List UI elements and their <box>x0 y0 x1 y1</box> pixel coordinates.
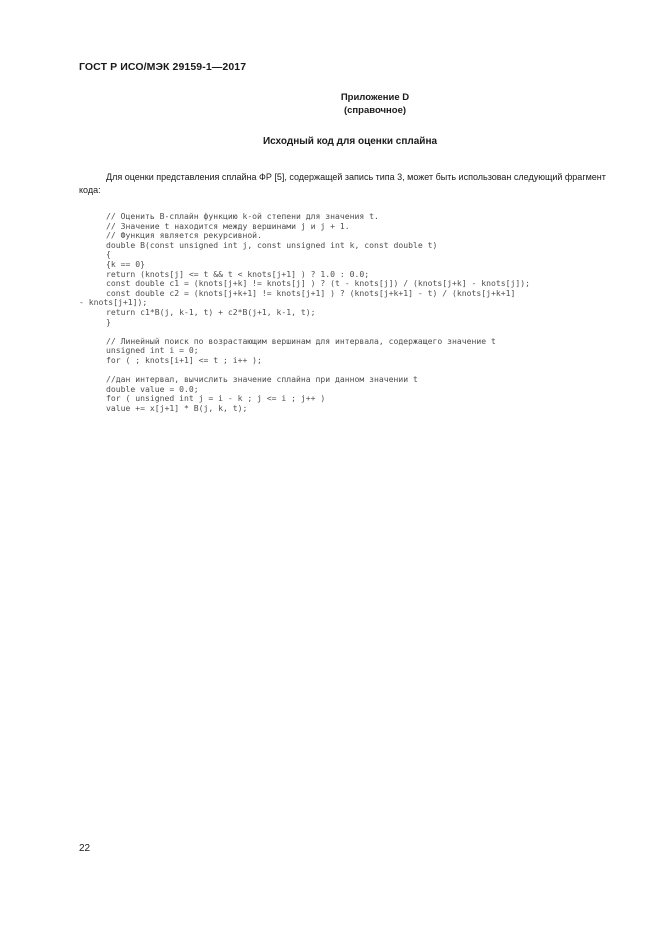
section-title: Исходный код для оценки сплайна <box>262 136 438 147</box>
code-line: const double c1 = (knots[j+k] != knots[j] ) ? (t - knots[j]) / (knots[j+k] - knots[j]); <box>106 278 530 289</box>
code-line: const double c2 = (knots[j+k+1] != knots[j+1] ) ? (knots[j+k+1] - t) / (knots[j+k+1] <box>106 287 516 298</box>
page-number: 22 <box>79 843 91 854</box>
code-line: unsigned int i = 0; <box>106 345 199 356</box>
code-line: // Функция является рекурсивной. <box>106 230 262 241</box>
code-line: for ( unsigned int j = i - k ; j <= i ; j++ ) <box>106 393 326 404</box>
standard-header: ГОСТ Р ИСО/МЭК 29159-1—2017 <box>79 61 247 73</box>
code-line: value += x[j+1] * B(j, k, t); <box>106 402 248 413</box>
code-line: //дан интервал, вычислить значение сплайна при данном значении t <box>106 374 418 385</box>
code-line: // Значение t находится между вершинами j и j + 1. <box>106 220 350 231</box>
code-listing <box>79 212 624 413</box>
code-line: {k == 0} <box>106 258 145 269</box>
code-line-continuation: - knots[j+1]); <box>79 297 148 308</box>
code-line: return (knots[j] <= t && t < knots[j+1] ) ? 1.0 : 0.0; <box>106 268 370 279</box>
code-line: { <box>106 249 111 260</box>
code-line: for ( ; knots[i+1] <= t ; i++ ); <box>106 354 262 365</box>
code-line: return c1*B(j, k-1, t) + c2*B(j+1, k-1, t); <box>106 306 316 317</box>
annex-type: (справочное) <box>343 105 407 116</box>
code-line: // Линейный поиск по возрастающим вершинам для интервала, содержащего значение t <box>106 335 496 346</box>
code-line: double B(const unsigned int j, const unsigned int k, const double t) <box>106 239 438 250</box>
code-line: double value = 0.0; <box>106 383 199 394</box>
intro-paragraph: Для оценки представления сплайна ФР [5], содержащей запись типа 3, может быть использован следующий фрагмент кода: <box>79 172 606 195</box>
code-line: } <box>106 316 111 327</box>
annex-title: Приложение D <box>340 92 410 103</box>
code-line: // Оценить B-сплайн функцию k-ой степени для значения t. <box>106 211 379 221</box>
